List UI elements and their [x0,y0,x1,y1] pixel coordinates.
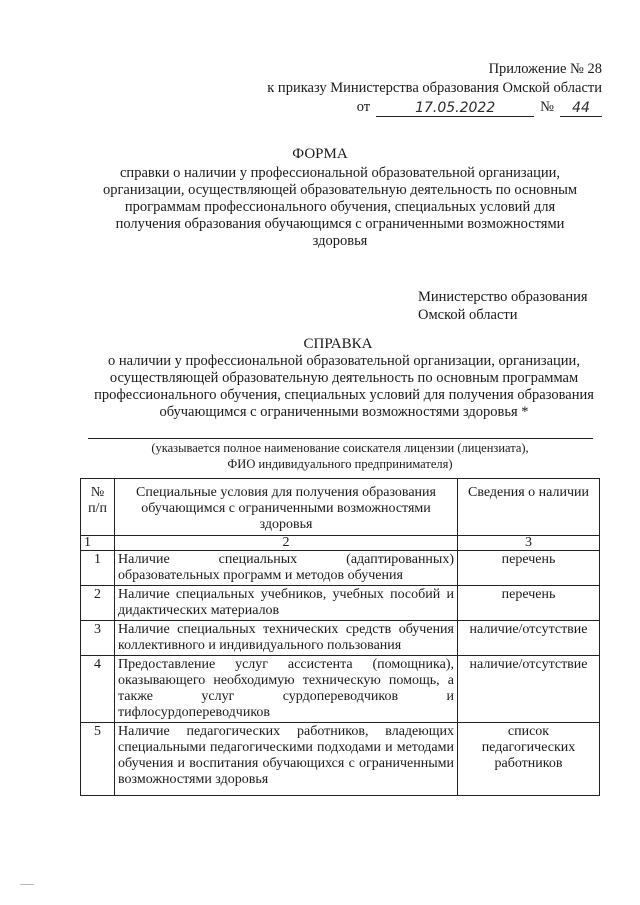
table-row [81,551,600,586]
header-condition: Специальные условия для получения образования обучающимся с ограниченными возможностями здоровья [115,479,458,536]
handwritten-date: 17.05.2022 [376,100,534,117]
number-label: № [540,99,554,115]
spravka-description: о наличии у профессиональной образовательной организации, организации, осуществляющей образовательную деятельность по основным программам профессионального обучения, специальных условий для получения образования обучающимся с ограниченными возможностями здоровья * [94,353,594,420]
header-num: № п/п [81,479,115,536]
applicant-name-field [88,438,593,439]
row-info: перечень [458,586,600,621]
row-info: наличие/отсутствие [458,621,600,656]
row-info: список педагогических работников [458,723,600,796]
index-cell: 1 [81,536,115,551]
row-num: 1 [81,551,115,586]
addressee-line-2: Омской области [418,307,518,323]
index-cell: 3 [458,536,600,551]
row-num: 4 [81,656,115,723]
table-header-row [81,479,600,536]
special-conditions-table [80,478,600,796]
row-condition: Наличие специальных учебников, учебных пособий и дидактических материалов [115,586,458,621]
row-condition: Наличие педагогических работников, владеющих специальными педагогическими подходами и методами обучения и воспитания обучающихся с ограниченными возможностями здоровья [115,723,458,796]
row-info: наличие/отсутствие [458,656,600,723]
forma-description: справки о наличии у профессиональной образовательной организации, организации, осуществляющей образовательную деятельность по основным программам профессионального обучения, специальных условий для получения образования обучающимся с ограниченными возможностями здоровья [102,165,578,249]
order-date-number [267,98,602,117]
name-note-line-2: ФИО индивидуального предпринимателя) [227,457,453,471]
row-num: 3 [81,621,115,656]
addressee-line-1: Министерство образования [418,289,588,305]
forma-title: ФОРМА [292,146,348,162]
from-label: от [356,99,371,115]
spravka-title: СПРАВКА [303,336,373,352]
row-condition: Предоставление услуг ассистента (помощника), оказывающего необходимую техническую помощь, а также услуг сурдопереводчиков и тифлосурдопереводчиков [115,656,458,723]
name-note-line-1: (указывается полное наименование соискателя лицензии (лицензиата), [151,441,529,455]
row-condition: Наличие специальных (адаптированных) образовательных программ и методов обучения [115,551,458,586]
scan-mark [20,884,34,885]
row-condition: Наличие специальных технических средств обучения коллективного и индивидуального пользования [115,621,458,656]
order-reference: к приказу Министерства образования Омской области [267,80,602,96]
handwritten-number: 44 [560,100,602,117]
row-num: 5 [81,723,115,796]
header-info: Сведения о наличии [458,479,600,536]
applicant-name-note [120,440,560,472]
appendix-number: Приложение № 28 [488,61,602,77]
table-row [81,586,600,621]
row-num: 2 [81,586,115,621]
table-row [81,656,600,723]
table-row [81,621,600,656]
table-index-row [81,536,600,551]
table-row [81,723,600,796]
appendix-header [267,60,602,117]
row-info: перечень [458,551,600,586]
index-cell: 2 [115,536,458,551]
addressee [418,288,588,324]
